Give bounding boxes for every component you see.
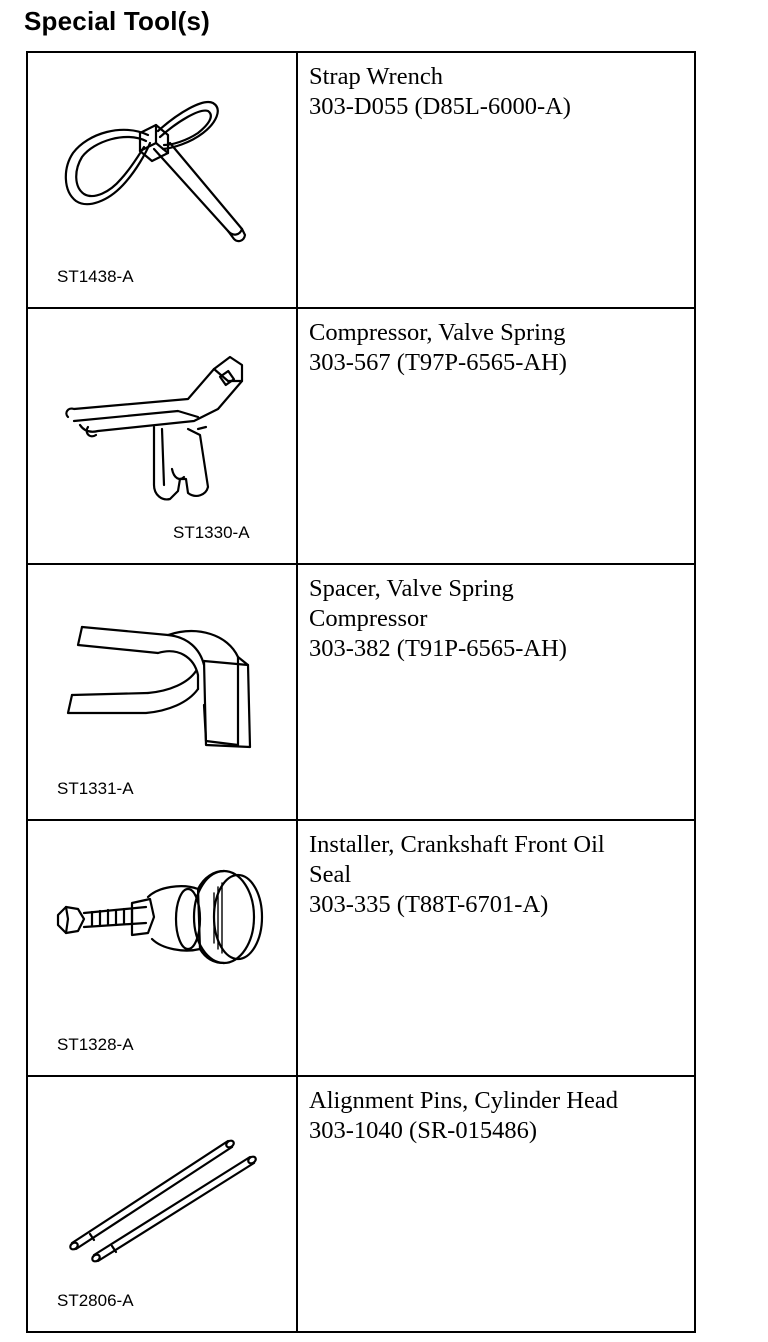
figure-code: ST1330-A bbox=[173, 523, 250, 542]
tool-part-number: 303-335 (T88T-6701-A) bbox=[309, 891, 549, 918]
table-row bbox=[27, 564, 695, 820]
tool-part-number: 303-382 (T91P-6565-AH) bbox=[309, 635, 567, 662]
table-row bbox=[27, 820, 695, 1076]
tool-figure-cell bbox=[27, 1076, 297, 1332]
tool-name: Strap Wrench bbox=[309, 63, 443, 90]
tool-part-number: 303-1040 (SR-015486) bbox=[309, 1117, 537, 1144]
tool-name: Compressor, Valve Spring bbox=[309, 319, 566, 346]
figure-code: ST1331-A bbox=[57, 779, 134, 798]
tool-part-number: 303-D055 (D85L-6000-A) bbox=[309, 93, 571, 120]
tool-description-cell bbox=[297, 564, 695, 820]
tool-name-line: Compressor bbox=[309, 605, 428, 632]
tool-name-line: Seal bbox=[309, 861, 352, 888]
valve-spring-compressor-icon bbox=[28, 309, 296, 563]
tool-figure-cell bbox=[27, 308, 297, 564]
special-tools-table bbox=[26, 51, 696, 1333]
tool-description-cell bbox=[297, 1076, 695, 1332]
tool-figure-cell bbox=[27, 52, 297, 308]
figure-code: ST1328-A bbox=[57, 1035, 134, 1054]
table-row bbox=[27, 52, 695, 308]
tool-name-line: Installer, Crankshaft Front Oil bbox=[309, 831, 605, 858]
figure-code: ST2806-A bbox=[57, 1291, 134, 1310]
tool-name-line: Spacer, Valve Spring bbox=[309, 575, 514, 602]
tool-figure-cell bbox=[27, 564, 297, 820]
section-heading: Special Tool(s) bbox=[24, 6, 210, 36]
table-row bbox=[27, 308, 695, 564]
figure-code: ST1438-A bbox=[57, 267, 134, 286]
tool-description-cell bbox=[297, 52, 695, 308]
tool-figure-cell bbox=[27, 820, 297, 1076]
table-row bbox=[27, 1076, 695, 1332]
tool-part-number: 303-567 (T97P-6565-AH) bbox=[309, 349, 567, 376]
tool-description-cell bbox=[297, 820, 695, 1076]
tool-name: Alignment Pins, Cylinder Head bbox=[309, 1087, 618, 1114]
tool-description-cell bbox=[297, 308, 695, 564]
